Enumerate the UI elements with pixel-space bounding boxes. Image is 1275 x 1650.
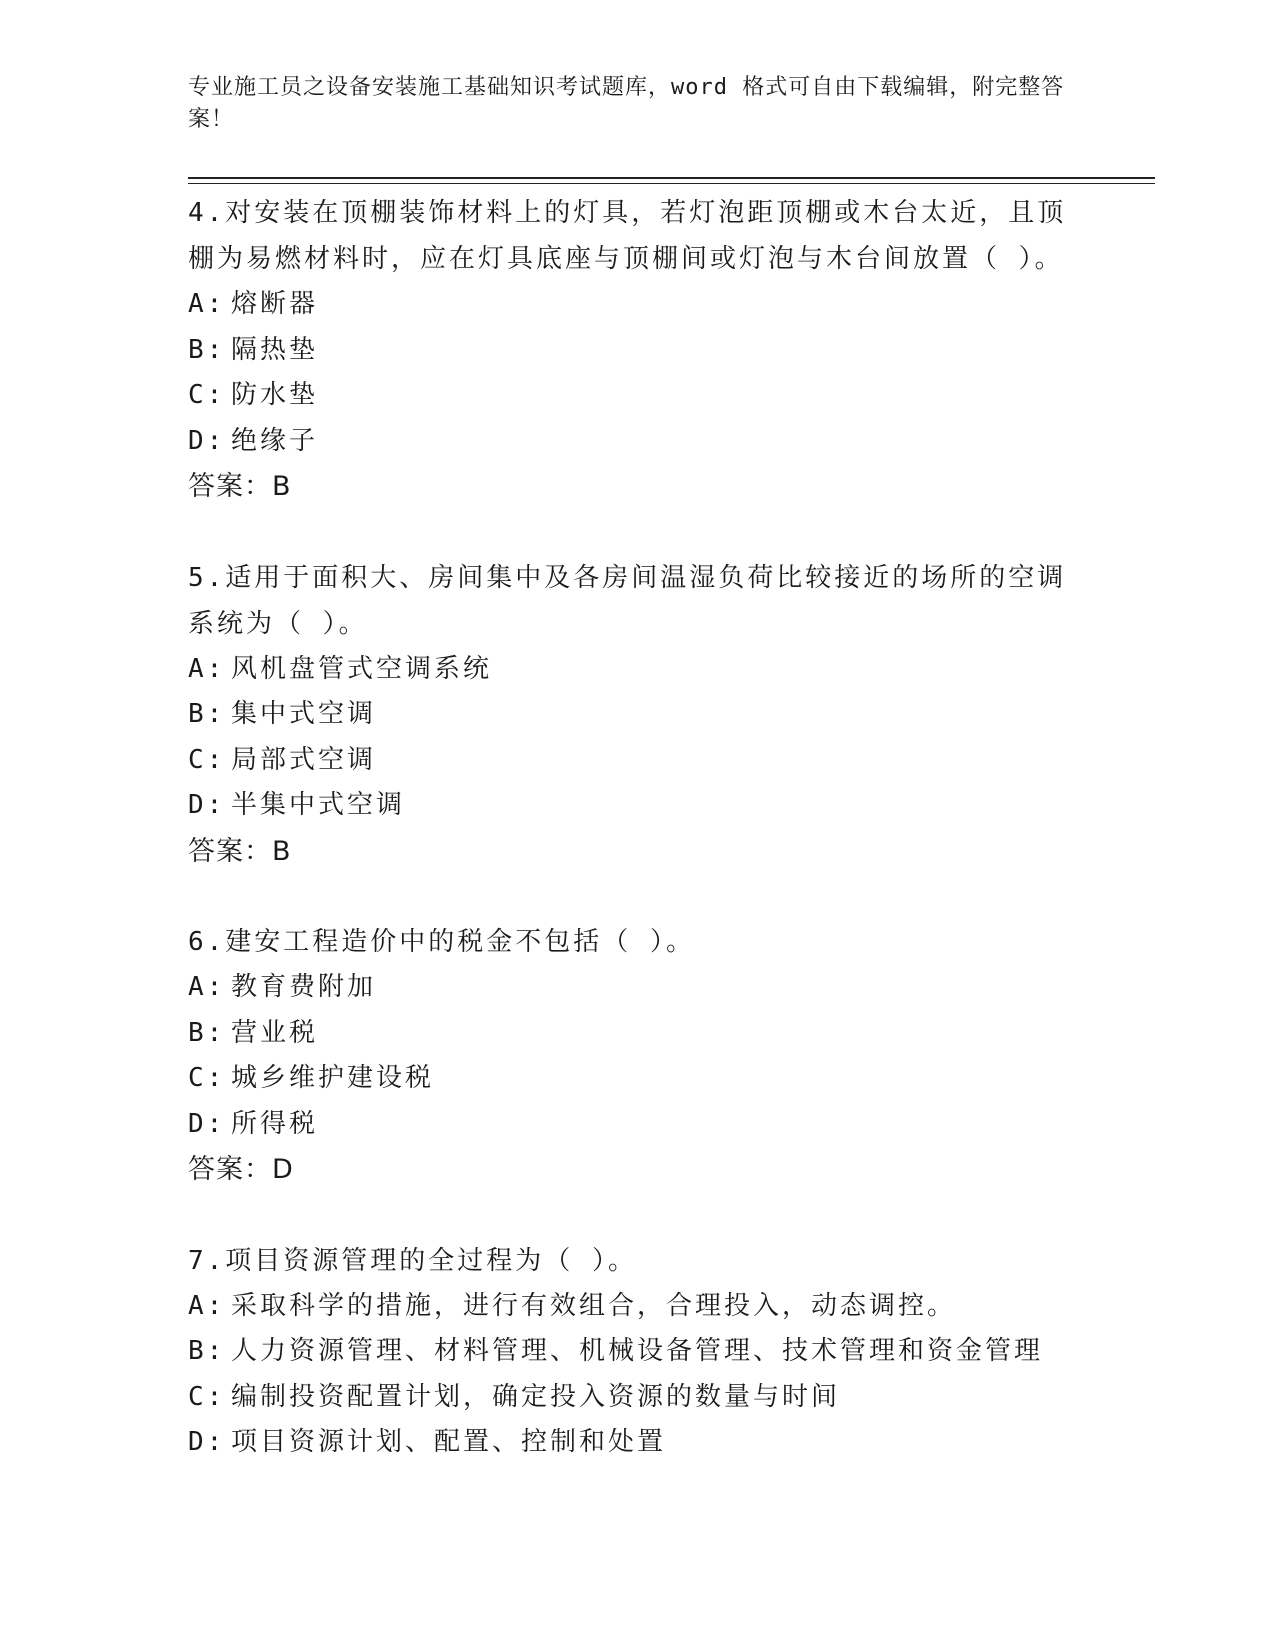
option-b (188, 1329, 1068, 1375)
option-text: 熔断器 (231, 289, 319, 319)
option-key: A: (188, 289, 226, 319)
option-text: 编制投资配置计划，确定投入资源的数量与时间 (231, 1381, 841, 1412)
option-key: B: (188, 1336, 226, 1366)
header-divider-thin (188, 183, 1155, 184)
question-4 (188, 190, 1068, 510)
option-d (188, 419, 1068, 465)
option-key: D: (188, 790, 226, 820)
option-key: B: (188, 334, 226, 365)
option-d (188, 1420, 1068, 1466)
option-text: 教育费附加 (231, 972, 377, 1002)
option-key: C: (188, 1381, 226, 1412)
option-b (188, 1011, 1068, 1057)
option-key: B: (188, 699, 226, 729)
option-text: 项目资源计划、配置、控制和处置 (231, 1427, 667, 1457)
question-text: 7.项目资源管理的全过程为（ ）。 (188, 1245, 637, 1276)
question-7 (188, 1238, 1068, 1466)
option-key: C: (188, 1063, 226, 1093)
option-text: 集中式空调 (231, 699, 377, 729)
question-text: 4.对安装在顶棚装饰材料上的灯具，若灯泡距顶棚或木台太近，且顶棚为易燃材料时，应在灯具底座与顶棚间或灯泡与木台间放置（ ）。 (188, 198, 1067, 274)
option-key: A: (188, 653, 226, 684)
question-list (188, 190, 1068, 1511)
option-text: 城乡维护建设税 (231, 1063, 435, 1093)
option-text: 防水垫 (231, 380, 319, 410)
option-text: 局部式空调 (231, 744, 377, 775)
question-text: 5.适用于面积大、房间集中及各房间温湿负荷比较接近的场所的空调系统为（ ）。 (188, 562, 1067, 639)
document-header: 专业施工员之设备安装施工基础知识考试题库，word 格式可自由下载编辑，附完整答案！ (188, 75, 1065, 132)
question-5 (188, 555, 1068, 875)
option-c (188, 738, 1068, 784)
option-key: A: (188, 972, 226, 1002)
option-a (188, 282, 1068, 328)
option-text: 营业税 (231, 1017, 319, 1048)
question-6 (188, 919, 1068, 1193)
option-text: 隔热垫 (231, 334, 319, 365)
option-a (188, 1284, 1068, 1330)
option-key: D: (188, 425, 226, 456)
option-key: D: (188, 1427, 226, 1457)
option-c (188, 1056, 1068, 1102)
option-b (188, 328, 1068, 374)
option-d (188, 783, 1068, 829)
option-key: A: (188, 1290, 226, 1321)
option-a (188, 647, 1068, 693)
option-a (188, 965, 1068, 1011)
option-key: D: (188, 1108, 226, 1139)
header-divider-thick (188, 177, 1155, 179)
option-text: 绝缘子 (231, 425, 319, 456)
option-c (188, 1375, 1068, 1421)
option-text: 采取科学的措施，进行有效组合，合理投入，动态调控。 (231, 1290, 957, 1321)
option-text: 半集中式空调 (231, 790, 406, 820)
option-d (188, 1102, 1068, 1148)
option-key: B: (188, 1017, 226, 1048)
option-key: C: (188, 380, 226, 410)
answer-line: 答案：B (188, 471, 292, 502)
option-b (188, 692, 1068, 738)
option-c (188, 373, 1068, 419)
option-text: 风机盘管式空调系统 (231, 653, 493, 684)
option-text: 人力资源管理、材料管理、机械设备管理、技术管理和资金管理 (231, 1336, 1044, 1366)
answer-line: 答案：D (188, 1154, 294, 1185)
option-key: C: (188, 744, 226, 775)
answer-line: 答案：B (188, 835, 292, 867)
option-text: 所得税 (231, 1108, 319, 1139)
question-text: 6.建安工程造价中的税金不包括（ ）。 (188, 927, 695, 957)
